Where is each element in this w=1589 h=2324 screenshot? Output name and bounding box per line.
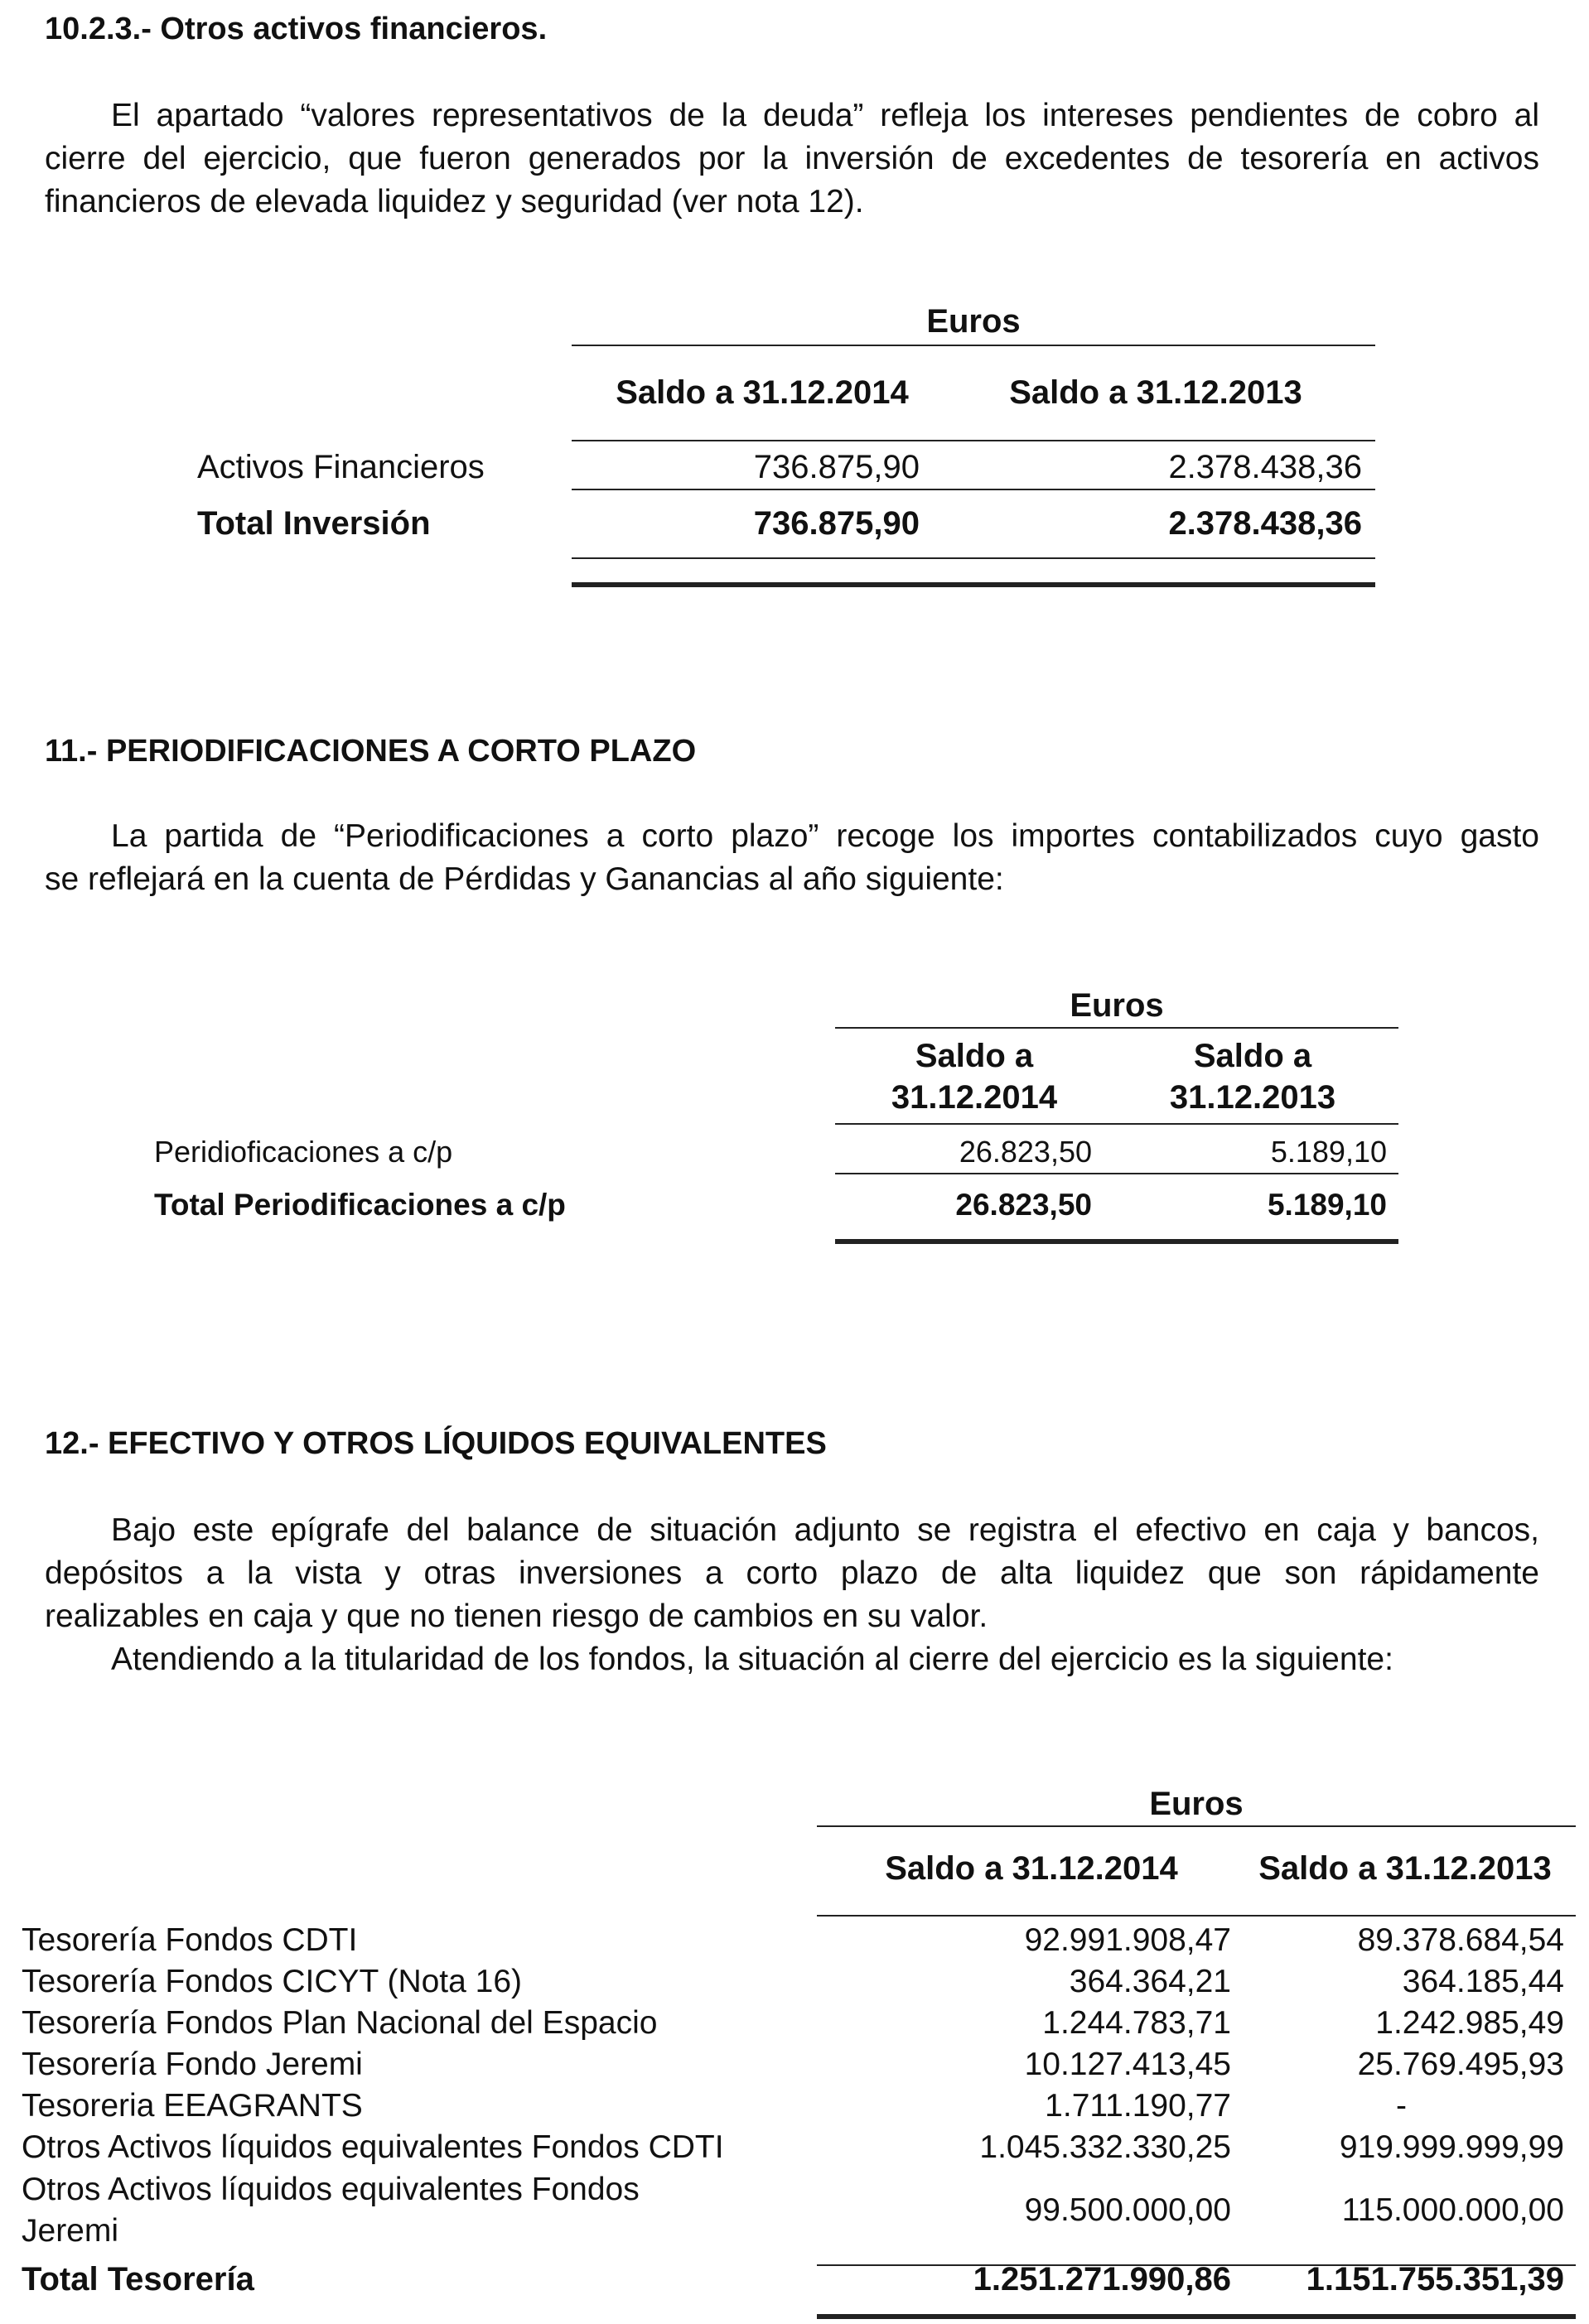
row-label: Tesorería Fondos CDTI — [22, 1922, 358, 1958]
cell-value: 1.045.332.330,25 — [979, 2129, 1231, 2165]
column-header: Saldo a 31.12.2014 — [885, 1850, 1178, 1887]
row-label-total: Total Tesorería — [22, 2260, 254, 2297]
cell-value: 919.999.999,99 — [1339, 2129, 1564, 2165]
table-row — [22, 2044, 1564, 2085]
table-row — [22, 2127, 1564, 2168]
table-group-header: Euros — [1070, 987, 1164, 1024]
row-label-total: Total Periodificaciones a c/p — [154, 1188, 566, 1222]
cell-value: 92.991.908,47 — [1024, 1922, 1231, 1958]
cell-value: 2.378.438,36 — [1168, 449, 1362, 485]
cell-value: 1.711.190,77 — [1045, 2088, 1231, 2124]
column-header: Saldo a 31.12.2014 — [891, 1038, 1058, 1116]
cell-value-total: 26.823,50 — [955, 1188, 1092, 1222]
section-heading-12: 12.- EFECTIVO Y OTROS LÍQUIDOS EQUIVALENTES — [45, 1426, 827, 1461]
cell-value: 5.189,10 — [1270, 1135, 1387, 1169]
row-label: Otros Activos líquidos equivalentes Fondos Jeremi — [22, 2172, 640, 2249]
tesoreria-rows — [22, 1920, 1564, 2306]
table-row — [22, 1920, 1564, 1961]
cell-value-total: 5.189,10 — [1267, 1188, 1387, 1222]
paragraph-efectivo: Bajo este epígrafe del balance de situación adjunto se registra el efectivo en caja y bancos, depósitos a la vista y otras inversiones a corto plazo de alta liquidez que son rápidamente realizables en caja y que no tienen riesgo de cambios en su valor. Atendiendo a la titularidad de los fondos, la situación al cierre del ejercicio es la siguiente: — [45, 1512, 1539, 1677]
table-row — [22, 2003, 1564, 2044]
column-header: Saldo a 31.12.2014 — [616, 374, 909, 411]
cell-value-total: 2.378.438,36 — [1168, 505, 1362, 542]
paragraph-otros-activos: El apartado “valores representativos de la deuda” refleja los intereses pendientes de cobro al cierre del ejercicio, que fueron generados por la inversión de excedentes de tesorería en activos financieros de elevada liquidez y seguridad (ver nota 12). — [45, 98, 1539, 219]
cell-value: 25.769.495,93 — [1357, 2047, 1564, 2082]
cell-value: 736.875,90 — [753, 449, 920, 485]
cell-value: - — [1396, 2088, 1407, 2124]
section-heading-10-2-3: 10.2.3.- Otros activos financieros. — [45, 12, 548, 46]
row-label: Tesorería Fondos Plan Nacional del Espacio — [22, 2005, 658, 2041]
cell-value: 364.364,21 — [1069, 1964, 1231, 1999]
row-label: Peridioficaciones a c/p — [154, 1135, 453, 1169]
table-row — [22, 2168, 1564, 2253]
cell-value: 115.000.000,00 — [1341, 2192, 1564, 2228]
column-header: Saldo a 31.12.2013 — [1169, 1038, 1336, 1116]
cell-value: 99.500.000,00 — [1024, 2192, 1231, 2228]
table-row-total — [22, 2253, 1564, 2306]
cell-value-total: 1.251.271.990,86 — [973, 2260, 1231, 2297]
column-header: Saldo a 31.12.2013 — [1258, 1850, 1552, 1887]
cell-value: 26.823,50 — [959, 1135, 1092, 1169]
cell-value: 10.127.413,45 — [1024, 2047, 1231, 2082]
column-header: Saldo a 31.12.2013 — [1009, 374, 1302, 411]
cell-value-total: 736.875,90 — [753, 505, 920, 542]
row-label: Tesorería Fondos CICYT (Nota 16) — [22, 1964, 523, 1999]
table-row — [22, 2085, 1564, 2127]
cell-value: 89.378.684,54 — [1357, 1922, 1564, 1958]
table-row — [22, 1961, 1564, 2003]
cell-value-total: 1.151.755.351,39 — [1306, 2260, 1564, 2297]
table-group-header: Euros — [926, 303, 1021, 340]
row-label: Activos Financieros — [197, 449, 485, 485]
row-label: Tesoreria EEAGRANTS — [22, 2088, 363, 2124]
cell-value: 364.185,44 — [1402, 1964, 1564, 1999]
row-label-total: Total Inversión — [197, 505, 431, 542]
table-group-header: Euros — [1149, 1786, 1244, 1822]
paragraph-periodificaciones: La partida de “Periodificaciones a corto plazo” recoge los importes contabilizados cuyo gasto se reflejará en la cuenta de Pérdidas y Ganancias al año siguiente: — [45, 818, 1539, 897]
row-label: Tesorería Fondo Jeremi — [22, 2047, 363, 2082]
cell-value: 1.242.985,49 — [1375, 2005, 1564, 2041]
cell-value: 1.244.783,71 — [1042, 2005, 1231, 2041]
row-label: Otros Activos líquidos equivalentes Fondos CDTI — [22, 2129, 724, 2165]
section-heading-11: 11.- PERIODIFICACIONES A CORTO PLAZO — [45, 734, 697, 769]
